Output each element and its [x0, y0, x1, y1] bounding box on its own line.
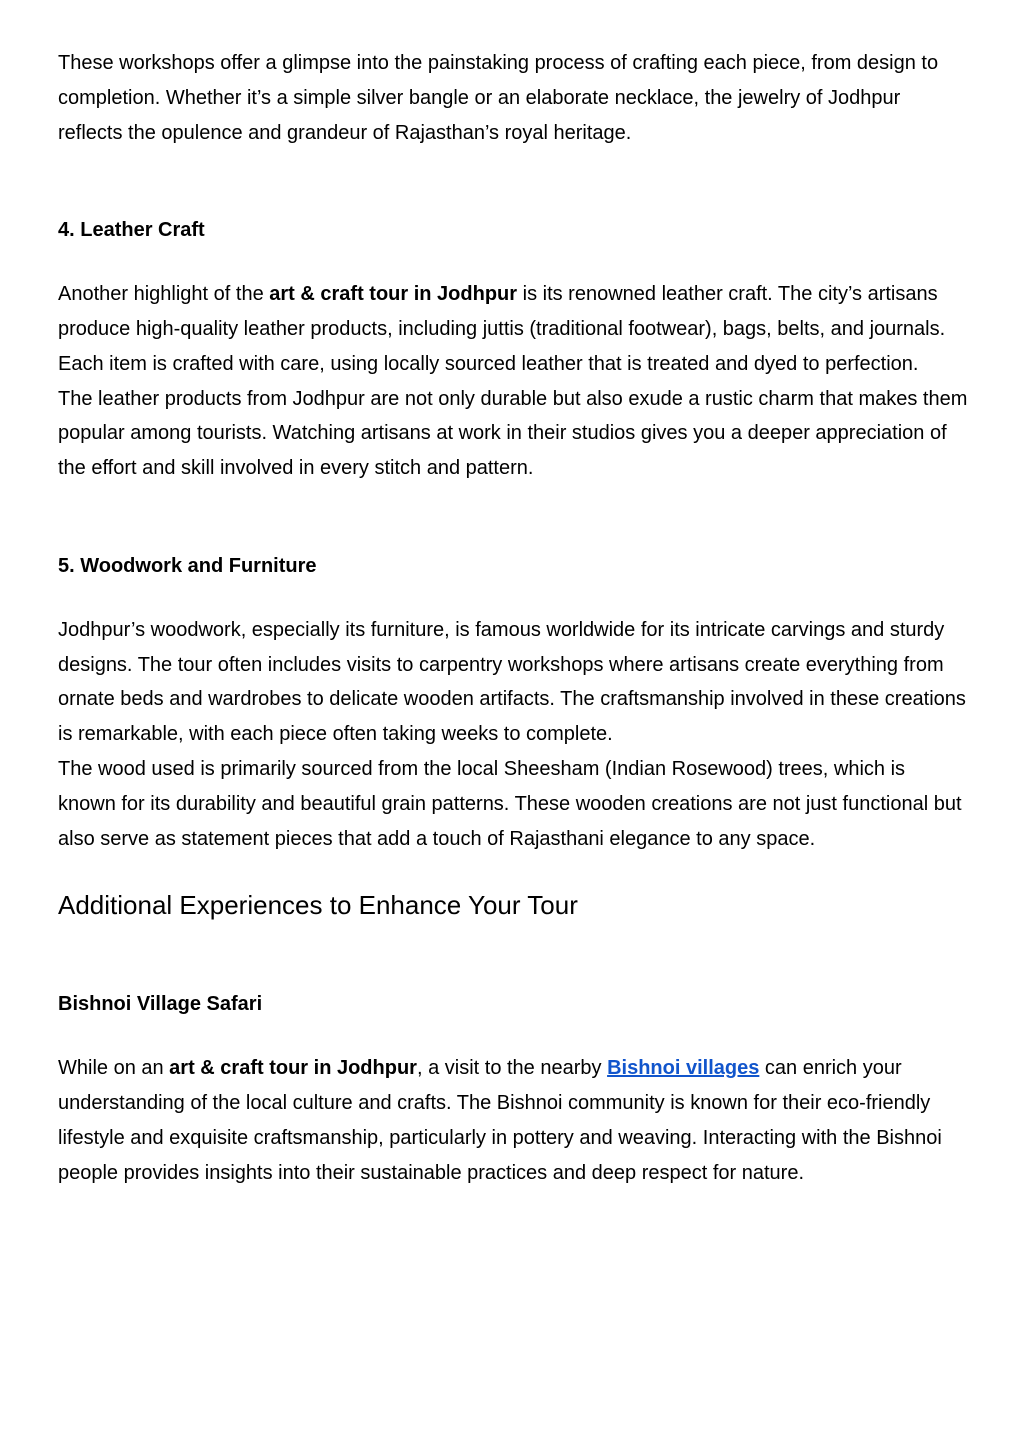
bishnoi-paragraph — [58, 1051, 968, 1190]
spacer — [58, 584, 968, 613]
woodwork-heading: 5. Woodwork and Furniture — [58, 554, 317, 577]
bishnoi-text-after: can enrich your understanding of the local culture and crafts. The Bishnoi community is known for their eco-friendly lifestyle and exquisite craftsmanship, particularly in pottery and weaving. Interacting with the Bishnoi people provides insights into their sustainable practices and deep respect for nature. — [58, 1057, 942, 1184]
woodwork-paragraph-2: The wood used is primarily sourced from the local Sheesham (Indian Rosewood) trees, which is known for its durability and beautiful grain patterns. These wooden creations are not just functional but also serve as statement pieces that add a touch of Rajasthani elegance to any space. — [58, 757, 962, 850]
leather-craft-heading: 4. Leather Craft — [58, 219, 205, 242]
bishnoi-villages-link[interactable]: Bishnoi villages — [607, 1057, 760, 1080]
bishnoi-text-middle: , a visit to the nearby — [416, 1057, 608, 1080]
leather-paragraph-1 — [58, 277, 968, 381]
additional-experiences-heading: Additional Experiences to Enhance Your Tour — [58, 890, 578, 921]
spacer — [58, 150, 968, 213]
spacer — [58, 1022, 968, 1051]
spacer — [58, 248, 968, 277]
document-page — [58, 46, 968, 1190]
bishnoi-text-before: While on an — [58, 1057, 170, 1080]
leather-paragraph-2: The leather products from Jodhpur are not only durable but also exude a rustic charm that makes them popular among tourists. Watching artisans at work in their studios gives you a deeper appreciation of the effort and skill involved in every stitch and pattern. — [58, 387, 968, 480]
woodwork-paragraph-1: Jodhpur’s woodwork, especially its furniture, is famous worldwide for its intricate carvings and sturdy designs. The tour often includes visits to carpentry workshops where artisans create everything from ornate beds and wardrobes to delicate wooden artifacts. The craftsmanship involved in these creations is remarkable, with each piece often taking weeks to complete. — [58, 618, 966, 746]
spacer — [58, 856, 968, 887]
leather-text-before: Another highlight of the — [58, 283, 270, 306]
spacer — [58, 486, 968, 549]
leather-text-after: is its renowned leather craft. The city’s artisans produce high-quality leather products, including juttis (traditional footwear), bags, belts, and journals. Each item is crafted with care, using locally sourced leather that is treated and dyed to perfection. — [58, 283, 946, 375]
leather-bold-phrase: art & craft tour in Jodhpur — [269, 283, 518, 306]
intro-paragraph: These workshops offer a glimpse into the painstaking process of crafting each piece, from design to completion. Whether it’s a simple silver bangle or an elaborate necklace, the jewelry of Jodhpur reflects the opulence and grandeur of Rajasthan’s royal heritage. — [58, 52, 939, 144]
spacer — [58, 923, 968, 987]
bishnoi-heading: Bishnoi Village Safari — [58, 993, 263, 1016]
bishnoi-bold-phrase: art & craft tour in Jodhpur — [169, 1057, 417, 1080]
